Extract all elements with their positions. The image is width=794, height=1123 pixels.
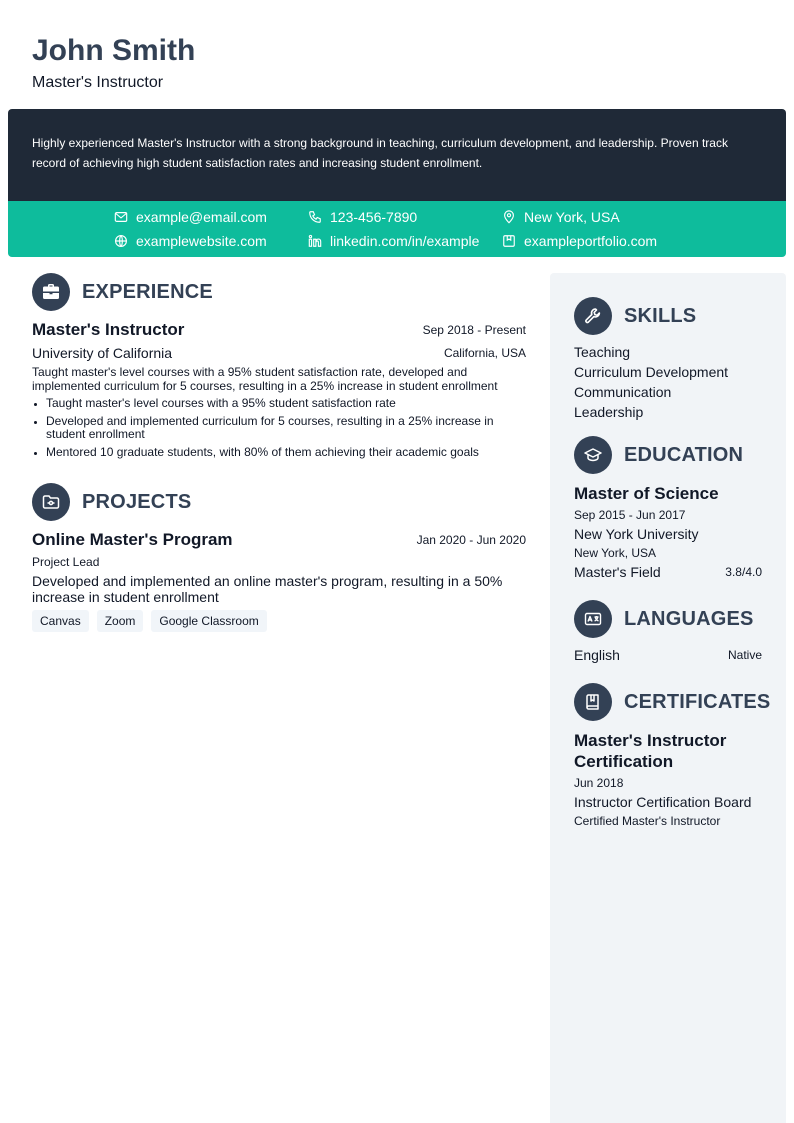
projects-section-header [32, 483, 191, 521]
phone-icon [308, 210, 322, 224]
list-item: Developed and implemented curriculum for 5 courses, resulting in a 25% increase in student enrollment [32, 415, 512, 441]
list-item: Mentored 10 graduate students, with 80% of them achieving their academic goals [32, 446, 512, 459]
tag: Zoom [97, 610, 144, 632]
globe-icon [114, 234, 128, 248]
contact-website[interactable] [114, 231, 267, 251]
briefcase-icon [32, 273, 70, 311]
language-level: Native [727, 648, 762, 662]
translate-icon [574, 600, 612, 638]
certificates-section-header [574, 683, 770, 721]
education-field: Master's Field [574, 564, 661, 580]
project-description: Developed and implemented an online master's program, resulting in a 50% increase in student enrollment [32, 573, 503, 605]
folder-icon [32, 483, 70, 521]
education-gpa: 3.8/4.0 [725, 565, 762, 579]
education-dates: Sep 2015 - Jun 2017 [574, 508, 686, 522]
contact-location [502, 207, 620, 227]
list-item: Taught master's level courses with a 95% student satisfaction rate [32, 397, 512, 410]
job-dates: Sep 2018 - Present [422, 323, 526, 337]
experience-heading: EXPERIENCE [82, 280, 213, 303]
candidate-title: Master's Instructor [32, 74, 164, 91]
skill-item: Leadership [574, 404, 644, 420]
education-section-header [574, 436, 743, 474]
project-dates: Jan 2020 - Jun 2020 [416, 533, 526, 547]
mail-icon [114, 210, 128, 224]
portfolio-icon [502, 234, 516, 248]
book-icon [574, 683, 612, 721]
summary-banner [8, 109, 786, 201]
education-heading: EDUCATION [624, 443, 744, 466]
job-company: University of California [32, 345, 173, 361]
certificate-issuer: Instructor Certification Board [574, 794, 752, 810]
contact-phone[interactable] [308, 207, 417, 227]
project-tags [32, 610, 267, 632]
skill-item: Communication [574, 384, 672, 400]
project-name: Online Master's Program [32, 530, 233, 549]
education-degree: Master of Science [574, 484, 719, 503]
certificate-date: Jun 2018 [574, 776, 624, 790]
skill-item: Teaching [574, 344, 631, 360]
summary-text: Highly experienced Master's Instructor with a strong background in teaching, curriculum development, and leadership. Proven track record of achieving high student satisfaction rates and increasing student enrollment. [32, 136, 728, 170]
contact-bar [8, 201, 786, 257]
phone-text: 123-456-7890 [330, 209, 418, 225]
skills-section-header [574, 297, 696, 335]
experience-section-header [32, 273, 213, 311]
linkedin-icon [308, 234, 322, 248]
tag: Canvas [32, 610, 89, 632]
language-name: English [574, 647, 620, 663]
tag: Google Classroom [151, 610, 266, 632]
email-text: example@email.com [136, 209, 267, 225]
education-location: New York, USA [574, 546, 657, 560]
certificate-name: Master's Instructor Certification [574, 731, 727, 771]
contact-linkedin[interactable] [308, 231, 479, 251]
graduation-cap-icon [574, 436, 612, 474]
candidate-name: John Smith [32, 34, 196, 67]
certificate-detail: Certified Master's Instructor [574, 814, 721, 828]
website-text: examplewebsite.com [136, 233, 267, 249]
skills-heading: SKILLS [624, 304, 697, 327]
contact-portfolio[interactable] [502, 231, 657, 251]
job-bullets [32, 397, 512, 464]
education-school: New York University [574, 526, 699, 542]
wrench-icon [574, 297, 612, 335]
languages-section-header [574, 600, 754, 638]
contact-email[interactable] [114, 207, 267, 227]
job-description: Taught master's level courses with a 95% student satisfaction rate, developed and implemented curriculum for 5 courses, resulting in a 25% increase in student enrollment [32, 365, 498, 393]
job-title: Master's Instructor [32, 320, 185, 339]
map-pin-icon [502, 210, 516, 224]
resume-header [32, 34, 195, 92]
job-location: California, USA [443, 346, 526, 360]
projects-heading: PROJECTS [82, 490, 192, 513]
skill-item: Curriculum Development [574, 364, 729, 380]
languages-heading: LANGUAGES [624, 607, 754, 630]
portfolio-text: exampleportfolio.com [524, 233, 658, 249]
skills-list [574, 342, 728, 422]
certificates-heading: CERTIFICATES [624, 690, 771, 713]
location-text: New York, USA [524, 209, 620, 225]
project-role: Project Lead [32, 555, 100, 569]
linkedin-text: linkedin.com/in/example [330, 233, 480, 249]
